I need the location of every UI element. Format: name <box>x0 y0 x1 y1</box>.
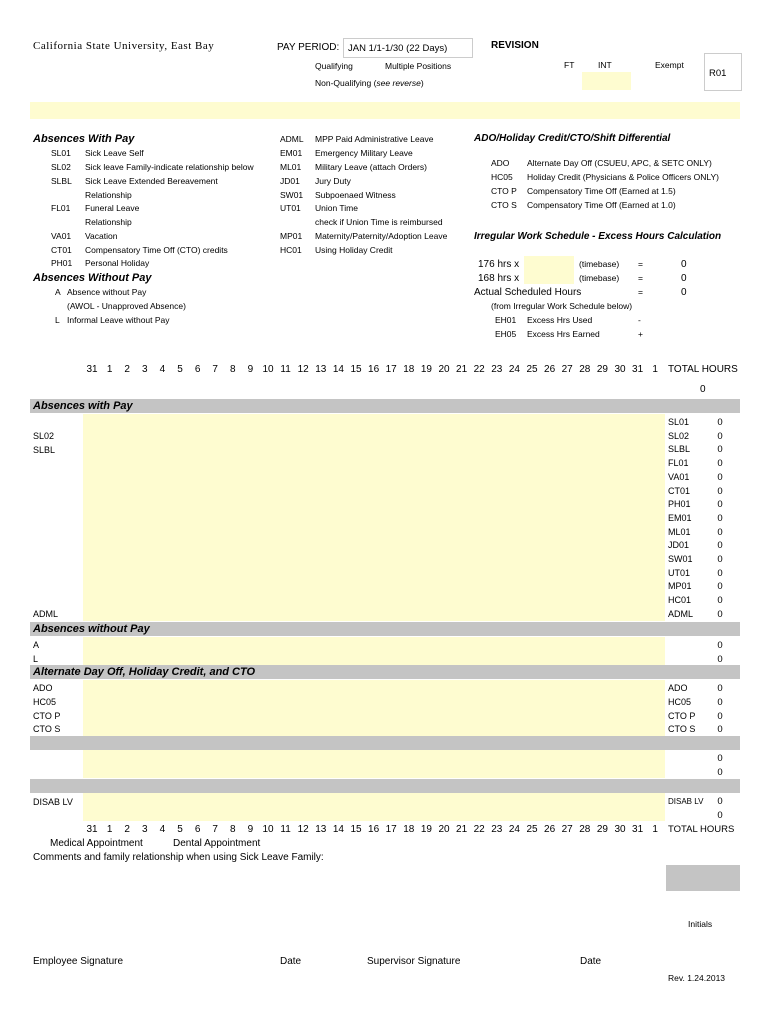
legend-code: ML01 <box>280 162 302 172</box>
total-value: 0 <box>717 567 723 579</box>
total-code: MP01 <box>668 581 692 592</box>
day-number: 27 <box>561 364 573 375</box>
day-number: 2 <box>124 824 130 835</box>
legend-code: EM01 <box>280 148 303 158</box>
day-number: 23 <box>491 824 503 835</box>
pay-period-label: PAY PERIOD: <box>277 42 340 53</box>
legend-desc: Compensatory Time Off (Earned at 1.0) <box>527 200 676 210</box>
grid-left-code-disab: DISAB LV <box>33 797 73 807</box>
day-number: 10 <box>262 824 274 835</box>
total-value: 0 <box>717 471 723 483</box>
grid-ado-title: Alternate Day Off, Holiday Credit, and CTO <box>33 666 256 678</box>
total-value: 0 <box>717 526 723 538</box>
legend-code: MP01 <box>280 231 303 241</box>
total-value: 0 <box>717 485 723 497</box>
total-code: FL01 <box>668 458 689 469</box>
day-number: 31 <box>632 824 644 835</box>
legend-desc: MPP Paid Administrative Leave <box>315 134 434 144</box>
grid-left-code-l: L <box>33 654 39 664</box>
ado-right-code: HC05 <box>668 696 692 707</box>
day-number: 20 <box>438 364 450 375</box>
ft-label: FT <box>564 60 575 70</box>
int-label: INT <box>598 60 612 70</box>
grid-with-pay-title: Absences with Pay <box>33 400 133 412</box>
legend-desc: Informal Leave without Pay <box>67 315 170 325</box>
ado-total-value: 0 <box>717 696 723 708</box>
total-code: JD01 <box>668 540 690 551</box>
day-number: 21 <box>456 824 468 835</box>
day-number: 6 <box>194 364 201 375</box>
blank-total-2: 0 <box>717 767 723 778</box>
total-code: UT01 <box>668 567 691 578</box>
day-number: 8 <box>230 364 236 375</box>
legend-code: CTO P <box>491 186 517 196</box>
day-number: 18 <box>403 364 415 375</box>
day-number: 7 <box>212 824 218 835</box>
eh05-sign: + <box>638 329 643 339</box>
day-number: 11 <box>280 364 291 375</box>
day-number: 31 <box>632 364 644 375</box>
total-value: 0 <box>717 458 723 470</box>
total-value: 0 <box>717 595 723 607</box>
non-qualifying-label: Non-Qualifying (see reverse) <box>315 78 424 88</box>
legend-desc: Using Holiday Credit <box>315 245 393 255</box>
total-code: ADML <box>668 608 694 619</box>
supervisor-signature-label: Supervisor Signature <box>367 956 461 967</box>
total-value: 0 <box>717 512 723 524</box>
day-number: 7 <box>212 364 218 375</box>
ado-left-code: ADO <box>33 683 53 693</box>
ado-entry-grid[interactable] <box>83 680 665 736</box>
total-code: SW01 <box>668 554 693 564</box>
revision-label: REVISION <box>491 40 539 51</box>
day-number: 5 <box>177 824 183 835</box>
legend-code: HC05 <box>491 172 513 182</box>
legend-code: PH01 <box>51 258 73 268</box>
ado-right-code: CTO S <box>668 724 696 735</box>
blank-entry-grid[interactable] <box>83 750 665 778</box>
day-number: 15 <box>350 824 362 835</box>
revision-date: Rev. 1.24.2013 <box>668 973 726 983</box>
day-number: 17 <box>385 824 397 835</box>
day-number: 16 <box>368 824 380 835</box>
ado-right-code: CTO P <box>668 710 696 721</box>
total-code: HC01 <box>668 595 692 606</box>
day-number: 31 <box>86 824 98 835</box>
legend-code: A <box>55 287 61 297</box>
legend-desc: Subpoenaed Witness <box>315 190 396 200</box>
legend-code: FL01 <box>51 203 71 213</box>
total-code: VA01 <box>668 471 690 482</box>
equals-2: = <box>638 273 643 283</box>
grid-right-code-disab: DISAB LV <box>668 797 704 806</box>
day-number: 11 <box>280 824 291 835</box>
disab-total-1: 0 <box>717 796 723 807</box>
actual-scheduled-label: Actual Scheduled Hours <box>474 287 582 298</box>
legend-desc: Military Leave (attach Orders) <box>315 162 427 172</box>
legend-code: L <box>55 315 60 325</box>
day-number: 24 <box>508 364 520 375</box>
day-number: 31 <box>86 364 98 375</box>
without-pay-total-l: 0 <box>717 654 723 665</box>
legend-desc: (AWOL - Unapproved Absence) <box>67 301 186 311</box>
ado-left-code: HC05 <box>33 696 57 707</box>
irregular-row2-label: 168 hrs x <box>478 273 520 284</box>
header-yellow-bar[interactable] <box>30 102 740 119</box>
ado-total-value: 0 <box>717 724 723 736</box>
day-number: 29 <box>596 824 608 835</box>
timebase-label-1: (timebase) <box>579 259 620 269</box>
initials-box[interactable] <box>666 865 740 891</box>
ado-left-code: CTO S <box>33 724 61 735</box>
legend-desc: Union Time <box>315 203 358 213</box>
legend-desc: Jury Duty <box>315 176 351 186</box>
total-code: EM01 <box>668 512 692 523</box>
total-value: 0 <box>717 499 723 511</box>
pay-period-value: JAN 1/1-1/30 (22 Days) <box>348 43 448 54</box>
timebase-input-2[interactable] <box>524 270 574 284</box>
day-number: 23 <box>491 364 503 375</box>
day-number: 3 <box>142 364 148 375</box>
day-number: 16 <box>368 364 380 375</box>
without-pay-total-a: 0 <box>717 640 723 651</box>
date-label-1: Date <box>280 956 302 967</box>
dental-appointment-label: Dental Appointment <box>173 838 261 849</box>
legend-code: JD01 <box>280 176 300 186</box>
day-number: 3 <box>142 824 148 835</box>
legend-desc: Compensatory Time Off (Earned at 1.5) <box>527 186 676 196</box>
day-number: 20 <box>438 824 450 835</box>
total-code: SLBL <box>668 444 691 455</box>
day-number: 13 <box>315 364 327 375</box>
timebase-label-2: (timebase) <box>579 273 620 283</box>
legend-code: SLBL <box>51 176 72 186</box>
medical-appointment-label: Medical Appointment <box>50 838 143 849</box>
legend-desc: Personal Holiday <box>85 258 150 268</box>
legend-code: SL02 <box>51 162 71 172</box>
day-number: 27 <box>561 824 573 835</box>
day-number: 9 <box>247 364 254 375</box>
total-code: SL02 <box>668 430 690 441</box>
day-number: 14 <box>332 824 344 835</box>
eh05-desc: Excess Hrs Earned <box>527 329 600 339</box>
day-number: 28 <box>579 824 591 835</box>
day-number: 1 <box>106 364 113 375</box>
equals-3: = <box>638 287 643 297</box>
day-number: 12 <box>297 364 309 375</box>
total-hours-value: 0 <box>700 384 706 395</box>
timebase-input-1[interactable] <box>524 256 574 270</box>
day-number: 25 <box>526 824 538 835</box>
day-number: 14 <box>332 364 344 375</box>
ado-total-value: 0 <box>717 710 723 722</box>
legend-desc: Maternity/Paternity/Adoption Leave <box>315 231 448 241</box>
irregular-row2-value: 0 <box>681 273 687 284</box>
ado-section-title: ADO/Holiday Credit/CTO/Shift Differential <box>474 133 671 144</box>
day-number: 30 <box>614 824 626 835</box>
with-pay-section-bar <box>30 399 740 413</box>
ado-left-code: CTO P <box>33 710 61 721</box>
legend-desc: Relationship <box>85 190 132 200</box>
total-value: 0 <box>717 444 723 456</box>
ado-right-code: ADO <box>668 683 688 693</box>
day-number: 28 <box>579 364 591 375</box>
day-number: 19 <box>420 364 432 375</box>
eh01-sign: - <box>638 315 641 325</box>
total-value: 0 <box>717 608 723 620</box>
irregular-row1-value: 0 <box>681 259 687 270</box>
day-number: 25 <box>526 364 538 375</box>
grid-without-pay-title: Absences without Pay <box>33 623 150 635</box>
exempt-label: Exempt <box>655 60 684 70</box>
day-number: 4 <box>159 824 166 835</box>
actual-scheduled-value: 0 <box>681 287 687 298</box>
ado-total-value: 0 <box>717 683 723 694</box>
legend-code: ADML <box>280 134 304 144</box>
legend-desc: Compensatory Time Off (CTO) credits <box>85 245 228 255</box>
day-number: 30 <box>614 364 626 375</box>
day-number: 26 <box>544 364 556 375</box>
day-number: 9 <box>247 824 254 835</box>
total-value: 0 <box>717 554 723 565</box>
total-value: 0 <box>717 417 723 428</box>
revision-code-box[interactable] <box>704 53 742 91</box>
grid-left-code-slbl: SLBL <box>33 445 56 455</box>
with-pay-entry-grid[interactable] <box>83 414 665 621</box>
day-number: 6 <box>194 824 201 835</box>
legend-code: SW01 <box>280 190 304 200</box>
irregular-row1-label: 176 hrs x <box>478 259 520 270</box>
day-number: 8 <box>230 824 236 835</box>
legend-code: ADO <box>491 158 510 168</box>
day-number: 17 <box>385 364 397 375</box>
day-number: 5 <box>177 364 183 375</box>
legend-desc: Holiday Credit (Physicians & Police Officers ONLY) <box>527 172 719 182</box>
day-number: 1 <box>652 364 658 375</box>
legend-code: CT01 <box>51 245 72 255</box>
legend-desc: Relationship <box>85 217 132 227</box>
university-name: California State University, East Bay <box>33 40 215 52</box>
day-number: 21 <box>456 364 468 375</box>
initials-label: Initials <box>688 919 713 929</box>
day-number: 24 <box>508 824 520 835</box>
eh05-code: EH05 <box>495 329 517 339</box>
legend-code: UT01 <box>280 203 301 213</box>
day-number: 26 <box>544 824 556 835</box>
day-number: 12 <box>297 824 309 835</box>
day-number: 13 <box>315 824 327 835</box>
day-number: 18 <box>403 824 415 835</box>
day-number: 10 <box>262 364 274 375</box>
day-number: 1 <box>652 824 658 835</box>
comments-label: Comments and family relationship when using Sick Leave Family: <box>33 852 324 863</box>
day-number: 2 <box>124 364 130 375</box>
date-label-2: Date <box>580 956 602 967</box>
disab-total-2: 0 <box>717 810 723 821</box>
multiple-positions-label: Multiple Positions <box>385 61 452 71</box>
legend-code: CTO S <box>491 200 517 210</box>
blank-total-1: 0 <box>717 753 723 764</box>
eh01-desc: Excess Hrs Used <box>527 315 593 325</box>
pay-period-field[interactable] <box>343 38 473 58</box>
employee-signature-label: Employee Signature <box>33 956 124 967</box>
legend-desc: check if Union Time is reimbursed <box>315 217 443 227</box>
grid-left-code-a: A <box>33 640 40 650</box>
day-number: 29 <box>596 364 608 375</box>
qualifying-label: Qualifying <box>315 61 353 71</box>
from-irregular-note: (from Irregular Work Schedule below) <box>491 301 633 311</box>
day-number: 1 <box>106 824 113 835</box>
total-hours-label-top: TOTAL HOURS <box>668 364 738 375</box>
legend-desc: Absence without Pay <box>67 287 147 297</box>
legend-code: VA01 <box>51 231 72 241</box>
without-pay-title: Absences Without Pay <box>33 272 152 284</box>
legend-code: HC01 <box>280 245 302 255</box>
total-code: ML01 <box>668 526 691 537</box>
total-code: PH01 <box>668 499 691 510</box>
grid-left-code-sl02: SL02 <box>33 431 55 441</box>
revision-code: R01 <box>709 68 727 79</box>
with-pay-title: Absences With Pay <box>33 133 135 145</box>
legend-desc: Alternate Day Off (CSUEU, APC, & SETC ONLY) <box>527 158 712 168</box>
disab-entry-grid[interactable] <box>83 793 665 821</box>
without-pay-entry-grid[interactable] <box>83 637 665 665</box>
day-number: 4 <box>159 364 166 375</box>
total-code: CT01 <box>668 485 691 496</box>
equals-1: = <box>638 259 643 269</box>
legend-desc: Funeral Leave <box>85 203 140 213</box>
total-value: 0 <box>717 540 723 552</box>
day-number: 22 <box>473 364 485 375</box>
legend-desc: Sick Leave Extended Bereavement <box>85 176 218 186</box>
total-hours-label-bottom: TOTAL HOURS <box>668 824 735 835</box>
legend-desc: Emergency Military Leave <box>315 148 413 158</box>
day-number: 19 <box>420 824 432 835</box>
day-number: 15 <box>350 364 362 375</box>
legend-code: SL01 <box>51 148 71 158</box>
grid-left-code-adml: ADML <box>33 609 59 619</box>
total-code: SL01 <box>668 417 690 427</box>
total-value: 0 <box>717 430 723 442</box>
legend-desc: Vacation <box>85 231 118 241</box>
total-value: 0 <box>717 581 723 593</box>
day-number: 22 <box>473 824 485 835</box>
blank-section-bar-1 <box>30 736 740 750</box>
legend-desc: Sick leave Family-indicate relationship below <box>85 162 254 172</box>
eh01-code: EH01 <box>495 315 517 325</box>
irregular-title: Irregular Work Schedule - Excess Hours Calculation <box>474 231 722 242</box>
blank-section-bar-2 <box>30 779 740 793</box>
ft-int-field[interactable] <box>582 72 631 90</box>
legend-desc: Sick Leave Self <box>85 148 144 158</box>
